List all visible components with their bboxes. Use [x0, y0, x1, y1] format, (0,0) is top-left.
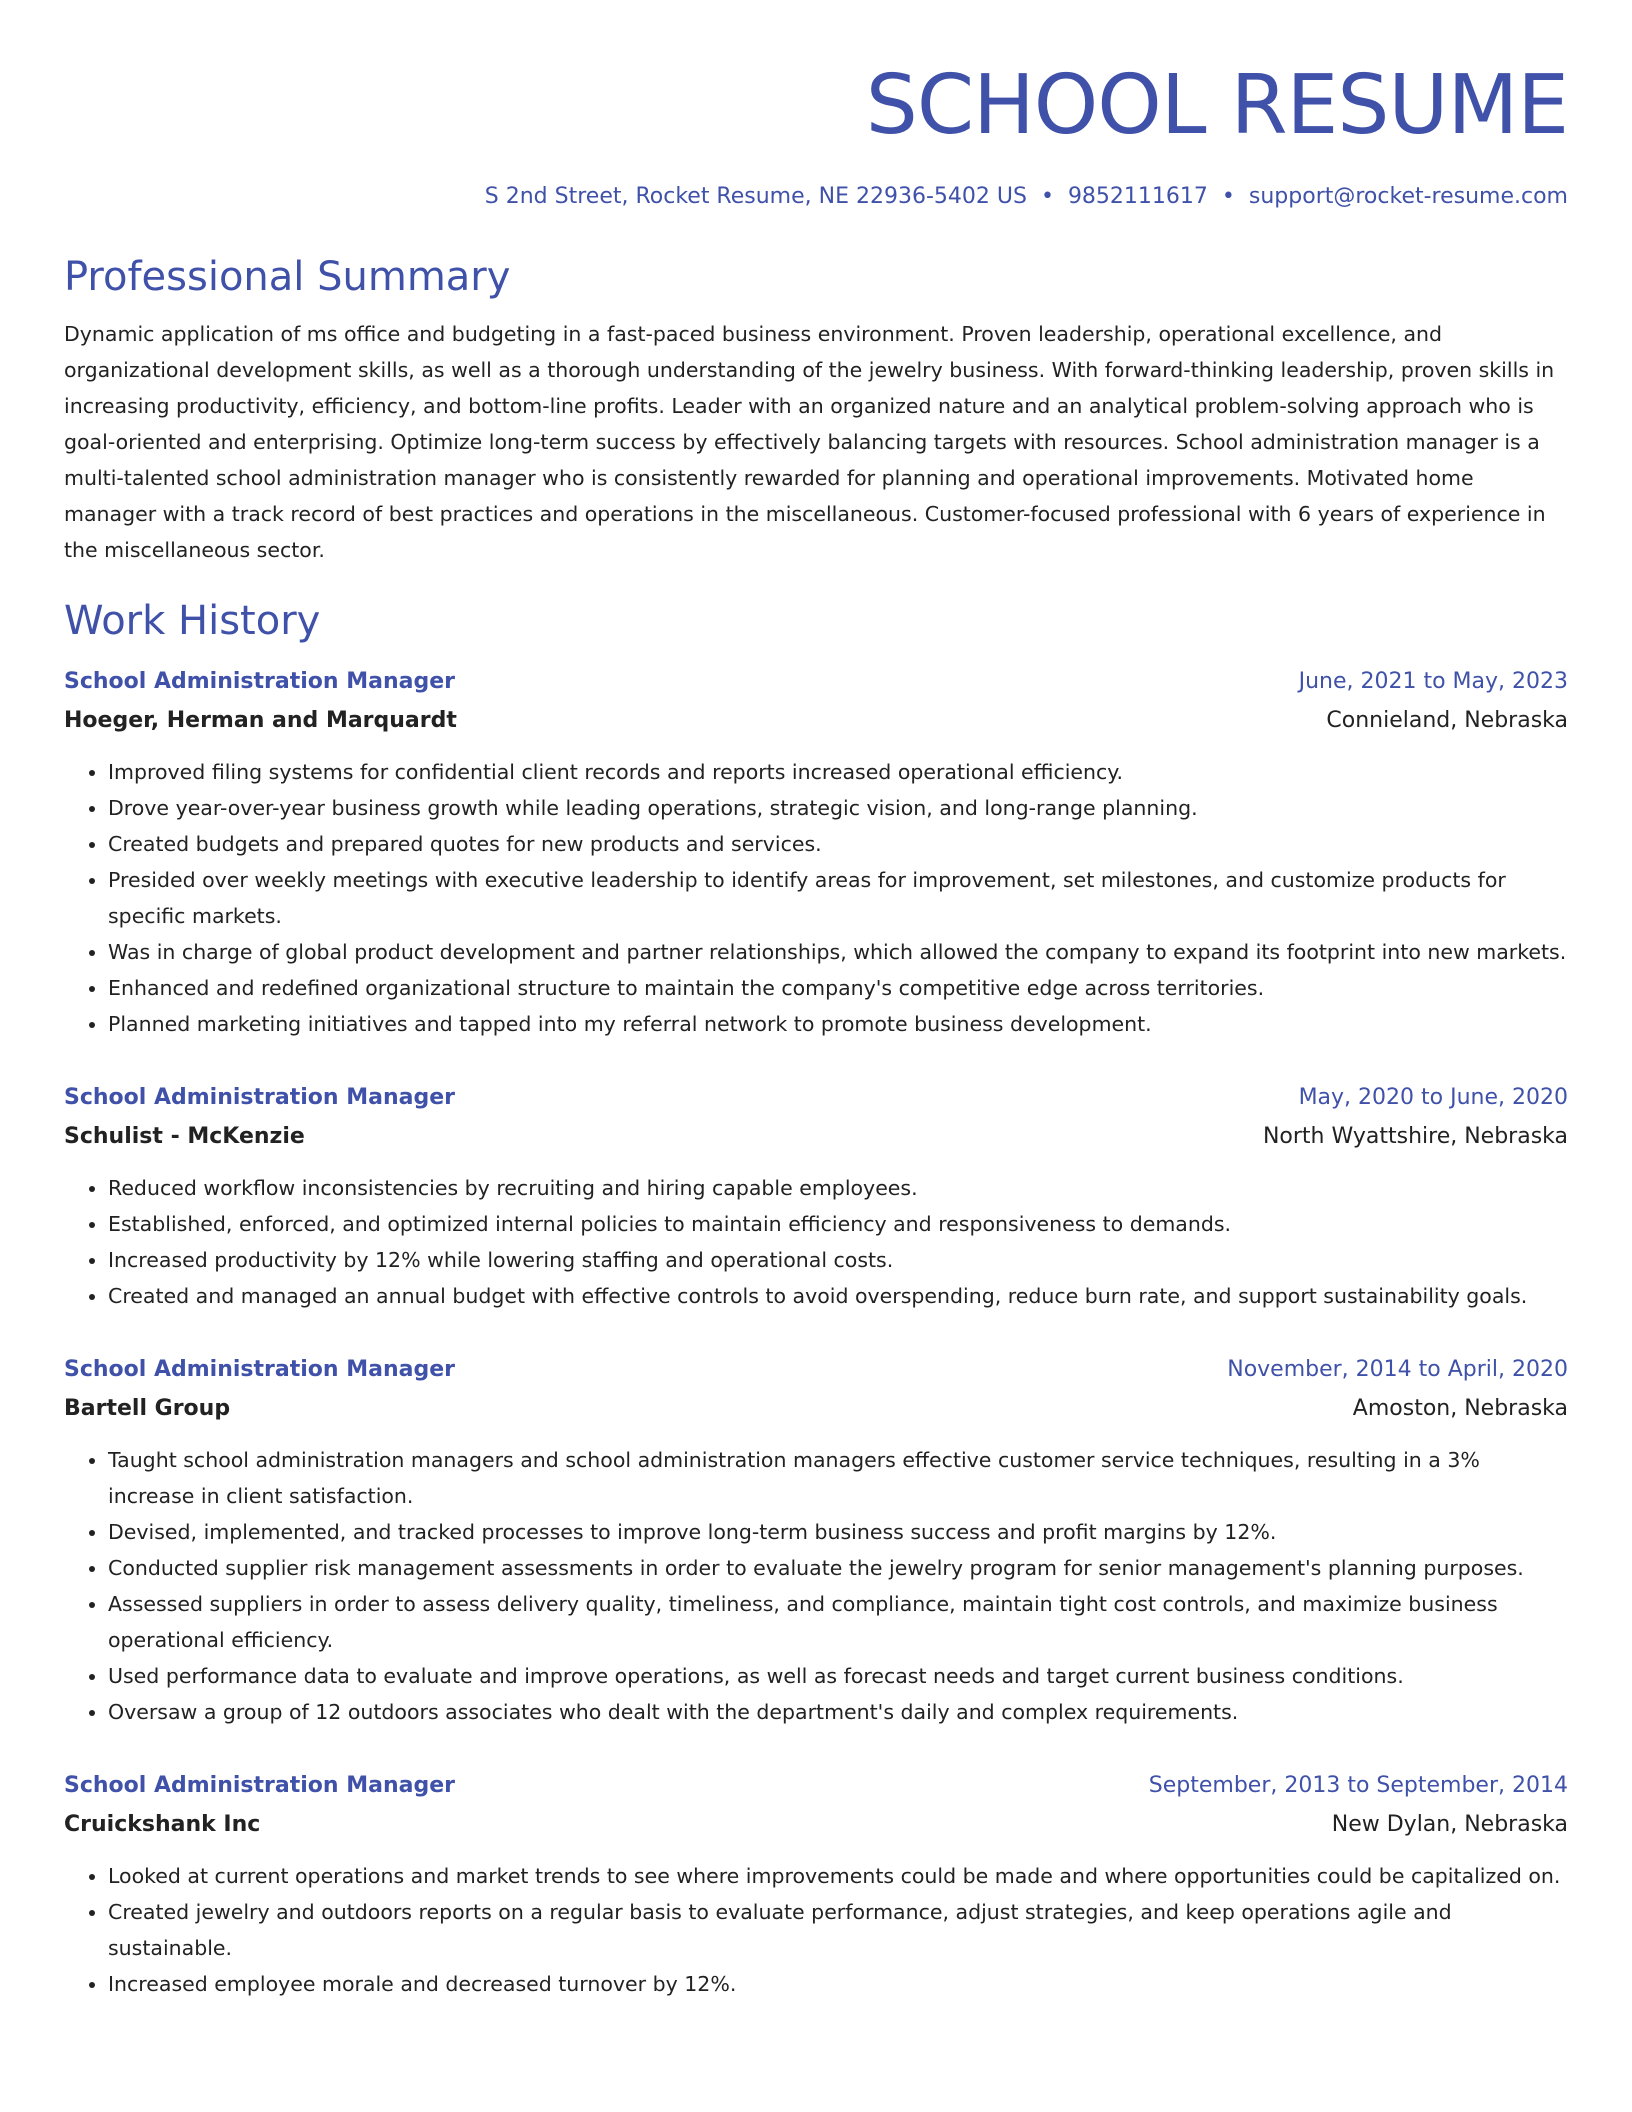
job-company: Bartell Group	[64, 1396, 231, 1421]
job-location: Amoston, Nebraska	[1352, 1396, 1568, 1421]
work-history-section	[64, 596, 1568, 2002]
job-location: Connieland, Nebraska	[1326, 708, 1568, 733]
resume-header	[64, 0, 1568, 212]
job-bullet: • Drove year-over-year business growth while leading operations, strategic vision, and long-range planning.	[108, 790, 1568, 826]
job-entry	[64, 662, 1568, 1042]
summary-text: Dynamic application of ms office and budgeting in a fast-paced business environment. Proven leadership, operational excellence, and organizational development skills, as well as a thorough understanding of the jewelry business. With forward-thinking leadership, proven skills in increasing productivity, efficiency, and bottom-line profits. Leader with an organized nature and an analytical problem-solving approach who is goal-oriented and enterprising. Optimize long-term success by effectively balancing targets with resources. School administration manager is a multi-talented school administration manager who is consistently rewarded for planning and operational improvements. Motivated home manager with a track record of best practices and operations in the miscellaneous. Customer-focused professional with 6 years of experience in the miscellaneous sector.	[64, 322, 1555, 562]
job-bullet: • Conducted supplier risk management assessments in order to evaluate the jewelry program for senior management's planning purposes.	[108, 1550, 1568, 1586]
job-bullet: • Established, enforced, and optimized internal policies to maintain efficiency and responsiveness to demands.	[108, 1206, 1568, 1242]
job-entry	[64, 1078, 1568, 1314]
job-bullet: • Used performance data to evaluate and improve operations, as well as forecast needs and target current business conditions.	[108, 1658, 1568, 1694]
job-title: School Administration Manager	[64, 1773, 455, 1798]
contact-line	[64, 182, 1568, 212]
job-dates: June, 2021 to May, 2023	[1298, 669, 1568, 694]
job-company: Cruickshank Inc	[64, 1812, 261, 1837]
job-bullet: • Created and managed an annual budget with effective controls to avoid overspending, reduce burn rate, and support sustainability goals.	[108, 1278, 1568, 1314]
contact-separator: •	[1221, 184, 1235, 209]
job-company: Hoeger, Herman and Marquardt	[64, 708, 457, 733]
job-dates: November, 2014 to April, 2020	[1227, 1357, 1568, 1382]
summary-heading: Professional Summary	[64, 254, 511, 300]
job-bullet: • Looked at current operations and market trends to see where improvements could be made and where opportunities could be capitalized on.	[108, 1858, 1568, 1894]
contact-separator: •	[1040, 184, 1054, 209]
job-bullet: • Created jewelry and outdoors reports on a regular basis to evaluate performance, adjust strategies, and keep operations agile and sustainable.	[108, 1894, 1568, 1966]
job-dates: May, 2020 to June, 2020	[1298, 1085, 1568, 1110]
work-history-heading: Work History	[64, 598, 321, 644]
job-bullets	[64, 754, 1568, 1042]
job-bullet: • Created budgets and prepared quotes for new products and services.	[108, 826, 1568, 862]
job-title: School Administration Manager	[64, 1085, 455, 1110]
job-entry	[64, 1350, 1568, 1730]
job-bullets	[64, 1442, 1568, 1730]
job-bullet: • Reduced workflow inconsistencies by recruiting and hiring capable employees.	[108, 1170, 1568, 1206]
job-bullet: • Increased productivity by 12% while lowering staffing and operational costs.	[108, 1242, 1568, 1278]
job-location: New Dylan, Nebraska	[1331, 1812, 1568, 1837]
job-bullet: • Taught school administration managers and school administration managers effective customer service techniques, resulting in a 3% increase in client satisfaction.	[108, 1442, 1568, 1514]
job-bullet: • Improved filing systems for confidential client records and reports increased operational efficiency.	[108, 754, 1568, 790]
summary-section	[64, 252, 1568, 568]
job-bullet: • Oversaw a group of 12 outdoors associates who dealt with the department's daily and complex requirements.	[108, 1694, 1568, 1730]
contact-email: support@rocket-resume.com	[1248, 184, 1568, 209]
job-bullet: • Devised, implemented, and tracked processes to improve long-term business success and profit margins by 12%.	[108, 1514, 1568, 1550]
job-dates: September, 2013 to September, 2014	[1148, 1773, 1568, 1798]
job-bullets	[64, 1170, 1568, 1314]
job-title: School Administration Manager	[64, 1357, 455, 1382]
resume-name: SCHOOL RESUME	[865, 58, 1568, 153]
job-bullet: • Was in charge of global product development and partner relationships, which allowed the company to expand its footprint into new markets.	[108, 934, 1568, 970]
job-entry	[64, 1766, 1568, 2002]
contact-phone: 9852111617	[1067, 184, 1208, 209]
job-bullet: • Enhanced and redefined organizational structure to maintain the company's competitive edge across territories.	[108, 970, 1568, 1006]
job-bullet: • Increased employee morale and decreased turnover by 12%.	[108, 1966, 1568, 2002]
job-bullet: • Assessed suppliers in order to assess delivery quality, timeliness, and compliance, maintain tight cost controls, and maximize business operational efficiency.	[108, 1586, 1568, 1658]
job-company: Schulist - McKenzie	[64, 1124, 305, 1149]
job-bullet: • Presided over weekly meetings with executive leadership to identify areas for improvement, set milestones, and customize products for specific markets.	[108, 862, 1568, 934]
job-location: North Wyattshire, Nebraska	[1262, 1124, 1568, 1149]
job-bullets	[64, 1858, 1568, 2002]
contact-address: S 2nd Street, Rocket Resume, NE 22936-5402 US	[484, 184, 1027, 209]
job-title: School Administration Manager	[64, 669, 455, 694]
job-bullet: • Planned marketing initiatives and tapped into my referral network to promote business development.	[108, 1006, 1568, 1042]
